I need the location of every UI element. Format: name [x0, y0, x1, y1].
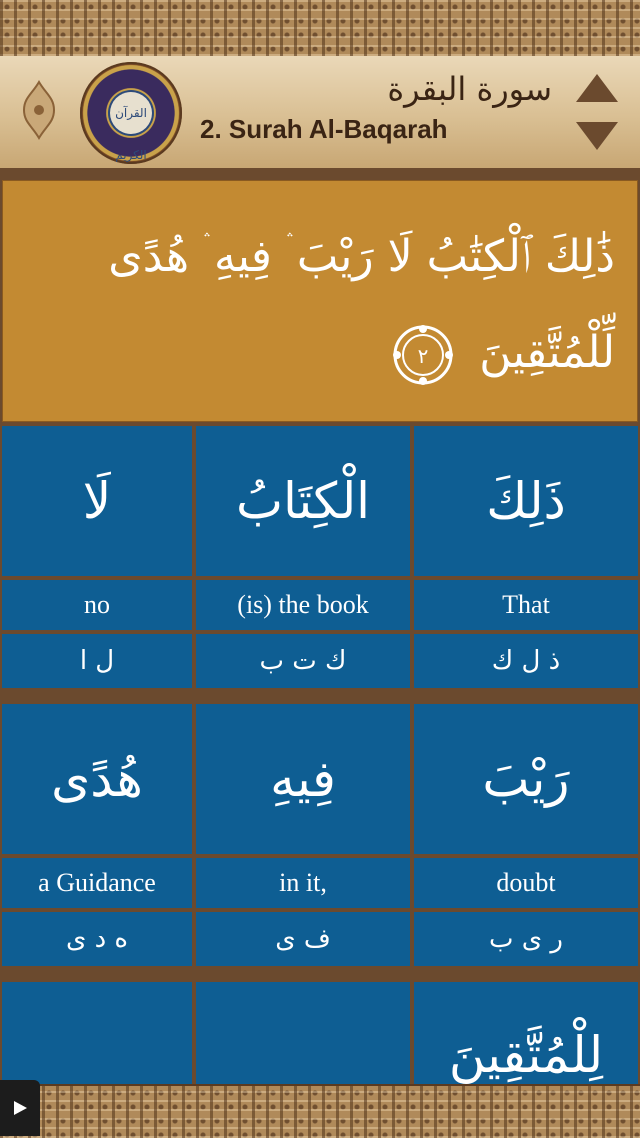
- word-root: ل ا: [2, 634, 192, 688]
- word-meaning: That: [414, 580, 638, 630]
- word-meaning: doubt: [414, 858, 638, 908]
- word-root: ك ت ب: [196, 634, 410, 688]
- word-block-2: [0, 704, 640, 968]
- bottom-ornamental-border: [0, 1084, 640, 1138]
- word-meaning: a Guidance: [2, 858, 192, 908]
- word-meaning: in it,: [196, 858, 410, 908]
- medallion-label: القرآن الكريم: [110, 92, 152, 134]
- word-meaning: no: [2, 580, 192, 630]
- word-cell-arabic[interactable]: لِلْمُتَّقِينَ: [414, 982, 638, 1084]
- verse-panel: [2, 180, 638, 422]
- play-audio-button[interactable]: [0, 1080, 40, 1136]
- word-cell-arabic[interactable]: الْكِتَابُ: [196, 426, 410, 576]
- word-cell-arabic[interactable]: ذَلِكَ: [414, 426, 638, 576]
- ayah-ornament-icon: [391, 323, 455, 387]
- surah-title-arabic: سورة البقرة: [387, 70, 552, 108]
- word-cell-arabic[interactable]: لَا: [2, 426, 192, 576]
- word-root: ذ ل ك: [414, 634, 638, 688]
- triangle-up-icon: [576, 74, 618, 102]
- word-cell-arabic[interactable]: فِيهِ: [196, 704, 410, 854]
- word-block-1: [0, 426, 640, 690]
- word-root: ر ى ب: [414, 912, 638, 966]
- play-icon: [11, 1099, 29, 1117]
- fleuron-ornament-icon: [22, 80, 56, 140]
- word-meaning: (is) the book: [196, 580, 410, 630]
- word-block-3: [0, 982, 640, 1084]
- ayah-number-marker: [391, 323, 455, 387]
- word-cell-arabic[interactable]: هُدًى: [2, 704, 192, 854]
- triangle-down-icon: [576, 122, 618, 150]
- word-cell-arabic[interactable]: رَيْبَ: [414, 704, 638, 854]
- word-cell-empty: [196, 982, 410, 1084]
- previous-surah-button[interactable]: [574, 72, 620, 104]
- next-surah-button[interactable]: [574, 120, 620, 152]
- surah-header: [0, 56, 640, 174]
- word-root: ه د ى: [2, 912, 192, 966]
- verse-text: ذَٰلِكَ ٱلْكِتَٰبُ لَا رَيْبَ ۛ فِيهِ ۛ هُدًى لِّلْمُتَّقِينَ: [108, 231, 615, 378]
- surah-title-english: 2. Surah Al-Baqarah: [200, 114, 448, 144]
- word-root: ف ى: [196, 912, 410, 966]
- quran-medallion-logo: [80, 62, 182, 164]
- ayah-number: ٢: [417, 344, 429, 368]
- word-cell-empty: [2, 982, 192, 1084]
- top-ornamental-border: [0, 0, 640, 58]
